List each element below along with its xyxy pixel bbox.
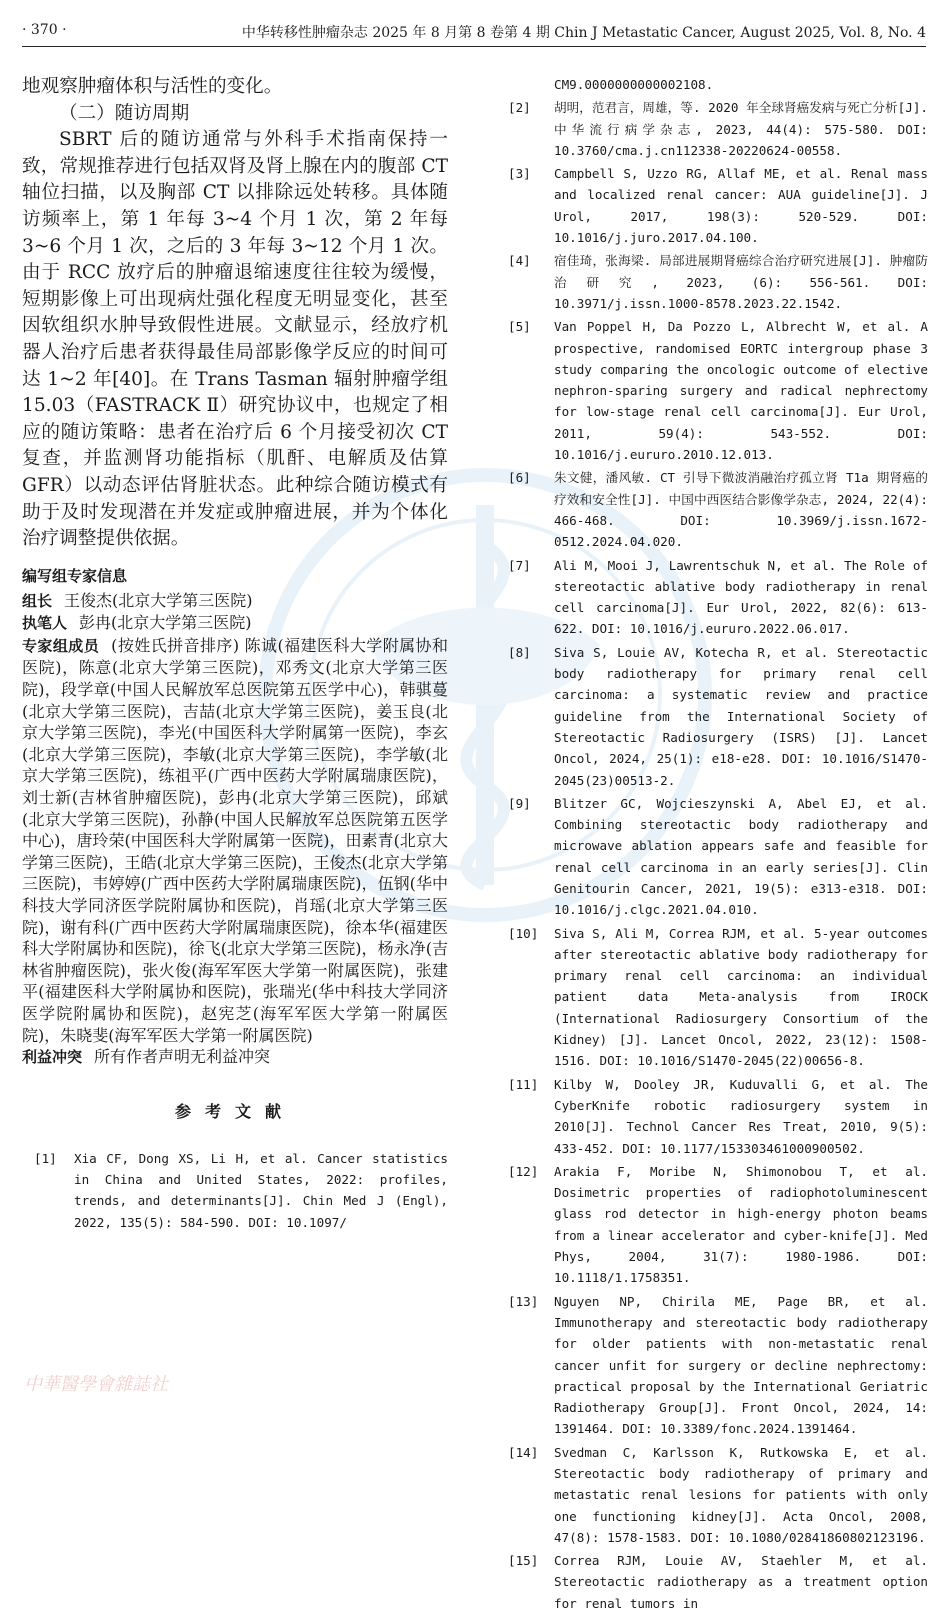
reference-item [508,642,928,791]
reference-text: Svedman C, Karlsson K, Rutkowska E, et al. Stereotactic body radiotherapy of primary and metastatic renal lesions for patients with only one functioning kidney[J]. Acta Oncol, 2008, 47(8): 1578-1583. DOI: 10.1080/02841860802123196. [554,1444,928,1545]
reference-item [508,1074,928,1159]
reference-text: 朱文健，潘风敏. CT 引导下微波消融治疗孤立肾 T1a 期肾癌的疗效和安全性[J]. 中国中西医结合影像学杂志, 2024, 22(4): 466-468. DOI: 10.3969/j.issn.1672-0512.2024.04.020. [554,470,928,550]
reference-number: [11] [508,1076,539,1092]
members-line [22,635,448,1046]
reference-text: Arakia F, Moribe N, Shimonobou T, et al. Dosimetric properties of radiophotoluminescent glass rod detector in high-energy photon beams from a linear accelerator and cyber-knife[J]. Med Phys, 2004, 31(7): 1980-1986. DOI: 10.1118/1.1758351. [554,1163,928,1286]
reference-number: [4] [508,253,531,269]
reference-number: [5] [508,319,531,335]
members-label: 专家组成员 [22,636,100,655]
conflict-line [22,1046,448,1069]
leader-label: 组长 [22,591,53,610]
reference-item [508,793,928,921]
reference-text: Correa RJM, Louie AV, Staehler M, et al. Stereotactic radiotherapy as a treatment option for renal tumors in [554,1553,928,1611]
reference-item [508,1550,928,1614]
reference-text: Ali M, Mooi J, Lawrentschuk N, et al. The Role of stereotactic ablative body radiotherapy in renal cell carcinoma[J]. Eur Urol, 2022, 82(6): 613-622. DOI: 10.1016/j.eururo.2022.06.017. [554,557,928,637]
section-subheading: （二）随访周期 [59,102,190,124]
reference-list [508,97,928,1614]
reference-item [508,1161,928,1289]
reference-number: [9] [508,795,531,811]
reference-text: CM9.0000000000002108. [554,77,714,92]
reference-text: Nguyen NP, Chirila ME, Page BR, et al. Immunotherapy and stereotactic body radiotherapy for older patients with non-metastatic renal cancer unfit for surgery or decline nephrectomy: practical proposal by the International Geriatric Radiotherapy Group[J]. Front Oncol, 2024, 14: 1391464. DOI: 10.3389/fonc.2024.1391464. [554,1293,928,1437]
body-paragraph-2: SBRT 后的随访通常与外科手术指南保持一致，常规推荐进行包括双肾及肾上腺在内的腹部 CT 轴位扫描，以及胸部 CT 以排除远处转移。具体随访频率上，第 1 年每 3~4 个月 1 次，第 2 年每 3~6 个月 1 次，之后的 3 年每 3~12 个月 1 次。由于 RCC 放疗后的肿瘤退缩速度往往较为缓慢，短期影像上可出现病灶强化程度无明显变化，甚至因软组织水肿导致假性进展。文献显示，经放疗机器人治疗后患者获得最佳局部影像学反应的时间可达 1~2 年[40]。在 Trans Tasman 辐射肿瘤学组 15.03（FASTRACK Ⅱ）研究协议中，也规定了相应的随访策略：患者在治疗后 6 个月接受初次 CT 复查，并监测肾功能指标（肌酐、电解质及估算 GFR）以动态评估肾脏状态。此种综合随访模式有助于及时发现潜在并发症或肿瘤进展，并为个体化治疗调整提供依据。 [22,129,448,550]
publisher-watermark: 中華醫學會雜誌社 [24,1374,168,1395]
leader-value: 王俊杰(北京大学第三医院) [64,590,253,610]
reference-number: [15] [508,1553,539,1569]
left-column [22,74,448,1235]
reference-item [508,923,928,1072]
reference-number: [13] [508,1293,539,1309]
reference-item [22,1148,448,1233]
reference-item [508,1442,928,1548]
reference-text: Blitzer GC, Wojcieszynski A, Abel EJ, et al. Combining stereotactic body radiotherapy and microwave ablation appears safe and feasible for renal cell carcinoma in an early series[J]. Clin Genitourin Cancer, 2021, 19(5): e313-e318. DOI: 10.1016/j.clgc.2021.04.010. [554,795,928,918]
reference-item [508,555,928,640]
reference-text: Xia CF, Dong XS, Li H, et al. Cancer statistics in China and United States, 2022: profiles, trends, and determinants[J]. Chin Med J (Engl), 2022, 135(5): 584-590. DOI: 10.1097/ [74,1150,448,1230]
journal-header: 中华转移性肿瘤杂志 2025 年 8 月第 8 卷第 4 期 Chin J Metastatic Cancer, August 2025, Vol. 8, No. 4 [241,25,926,41]
running-header [22,22,926,48]
reference-continuation [508,74,928,95]
reference-number: [8] [508,644,531,660]
reference-number: [1] [34,1150,57,1166]
expert-section-title: 编写组专家信息 [22,566,128,585]
reference-number: [7] [508,557,531,573]
header-rule [22,46,926,47]
reference-number: [2] [508,100,531,116]
reference-number: [12] [508,1163,539,1179]
reference-number: [14] [508,1444,539,1460]
reference-item [508,316,928,465]
conflict-label: 利益冲突 [22,1048,83,1067]
writer-label: 执笔人 [22,614,68,633]
reference-item [508,97,928,161]
body-paragraph-1: 地观察肿瘤体积与活性的变化。 [22,76,283,97]
reference-item [508,1291,928,1440]
references-title: 参考文献 [174,1101,295,1121]
reference-number: [10] [508,925,539,941]
members-value: (按姓氏拼音排序) 陈诚(福建医科大学附属协和医院)，陈意(北京大学第三医院)，邓秀文(北京大学第三医院)，段学章(中国人民解放军总医院第五医学中心)，韩骐蔓(北京大学第三医院)，吉喆(北京大学第三医院)，姜玉良(北京大学第三医院)，李光(中国医科大学附属第一医院)，李玄(北京大学第三医院)，李敏(北京大学第三医院)，李学敏(北京大学第三医院)，练祖平(广西中医药大学附属瑞康医院)，刘士新(吉林省肿瘤医院)，彭冉(北京大学第三医院)，邱斌(北京大学第三医院)，孙静(中国人民解放军总医院第五医学中心)，唐玲荣(中国医科大学附属第一医院)，田素青(北京大学第三医院)，王皓(北京大学第三医院)，王俊杰(北京大学第三医院)，韦婷婷(广西中医药大学附属瑞康医院)，伍钢(华中科技大学同济医学院附属协和医院)，肖瑶(北京大学第三医院)，谢有科(广西中医药大学附属瑞康医院)，徐本华(福建医科大学附属协和医院)，徐飞(北京大学第三医院)，杨永净(吉林省肿瘤医院)，张火俊(海军军医大学第一附属医院)，张建平(福建医科大学附属协和医院)，张瑞光(华中科技大学同济医学院附属协和医院)，赵宪芝(海军军医大学第一附属医院)，朱晓斐(海军军医大学第一附属医院) [22,635,448,1045]
right-column [508,74,928,1616]
reference-text: Siva S, Ali M, Correa RJM, et al. 5-year outcomes after stereotactic ablative body radiotherapy for primary renal cell carcinoma: an individual patient data Meta-analysis from IROCK (International Radiosurgery Consortium of the Kidney) [J]. Lancet Oncol, 2022, 23(12): 1508-1516. DOI: 10.1016/S1470-2045(22)00656-8. [554,925,928,1069]
reference-text: Van Poppel H, Da Pozzo L, Albrecht W, et al. A prospective, randomised EORTC intergroup phase 3 study comparing the oncologic outcome of elective nephron-sparing surgery and radical nephrectomy for low-stage renal cell carcinoma[J]. Eur Urol, 2011, 59(4): 543-552. DOI: 10.1016/j.eururo.2010.12.013. [554,319,928,463]
writer-value: 彭冉(北京大学第三医院) [79,613,252,633]
reference-item [508,250,928,314]
reference-text: Campbell S, Uzzo RG, Allaf ME, et al. Renal mass and localized renal cancer: AUA guideline[J]. J Urol, 2017, 198(3): 520-529. DOI: 10.1016/j.juro.2017.04.100. [554,166,928,246]
reference-item [508,467,928,552]
reference-number: [6] [508,470,531,486]
reference-text: 胡明，范君言，周雄，等. 2020 年全球肾癌发病与死亡分析[J]. 中华流行病学杂志, 2023, 44(4): 575-580. DOI: 10.3760/cma.j.cn112338-20220624-00558. [554,100,928,158]
page-number: · 370 · [22,22,67,38]
writer-line [22,612,448,635]
conflict-value: 所有作者声明无利益冲突 [94,1047,271,1067]
reference-number: [3] [508,166,531,182]
group-leader-line [22,590,448,613]
reference-text: Siva S, Louie AV, Kotecha R, et al. Stereotactic body radiotherapy for primary renal cell carcinoma: a systematic review and practice guideline from the International Society of Stereotactic Radiosurgery (ISRS) [J]. Lancet Oncol, 2024, 25(1): e18-e28. DOI: 10.1016/S1470-2045(23)00513-2. [554,644,928,788]
reference-text: 宿佳琦，张海梁. 局部进展期肾癌综合治疗研究进展[J]. 肿瘤防治研究, 2023, (6): 556-561. DOI: 10.3971/j.issn.1000-8578.2023.22.1542. [554,253,928,311]
reference-text: Kilby W, Dooley JR, Kuduvalli G, et al. The CyberKnife robotic radiosurgery system in 2010[J]. Technol Cancer Res Treat, 2010, 9(5): 433-452. DOI: 10.1177/153303461000900502. [554,1076,928,1156]
reference-item [508,163,928,248]
